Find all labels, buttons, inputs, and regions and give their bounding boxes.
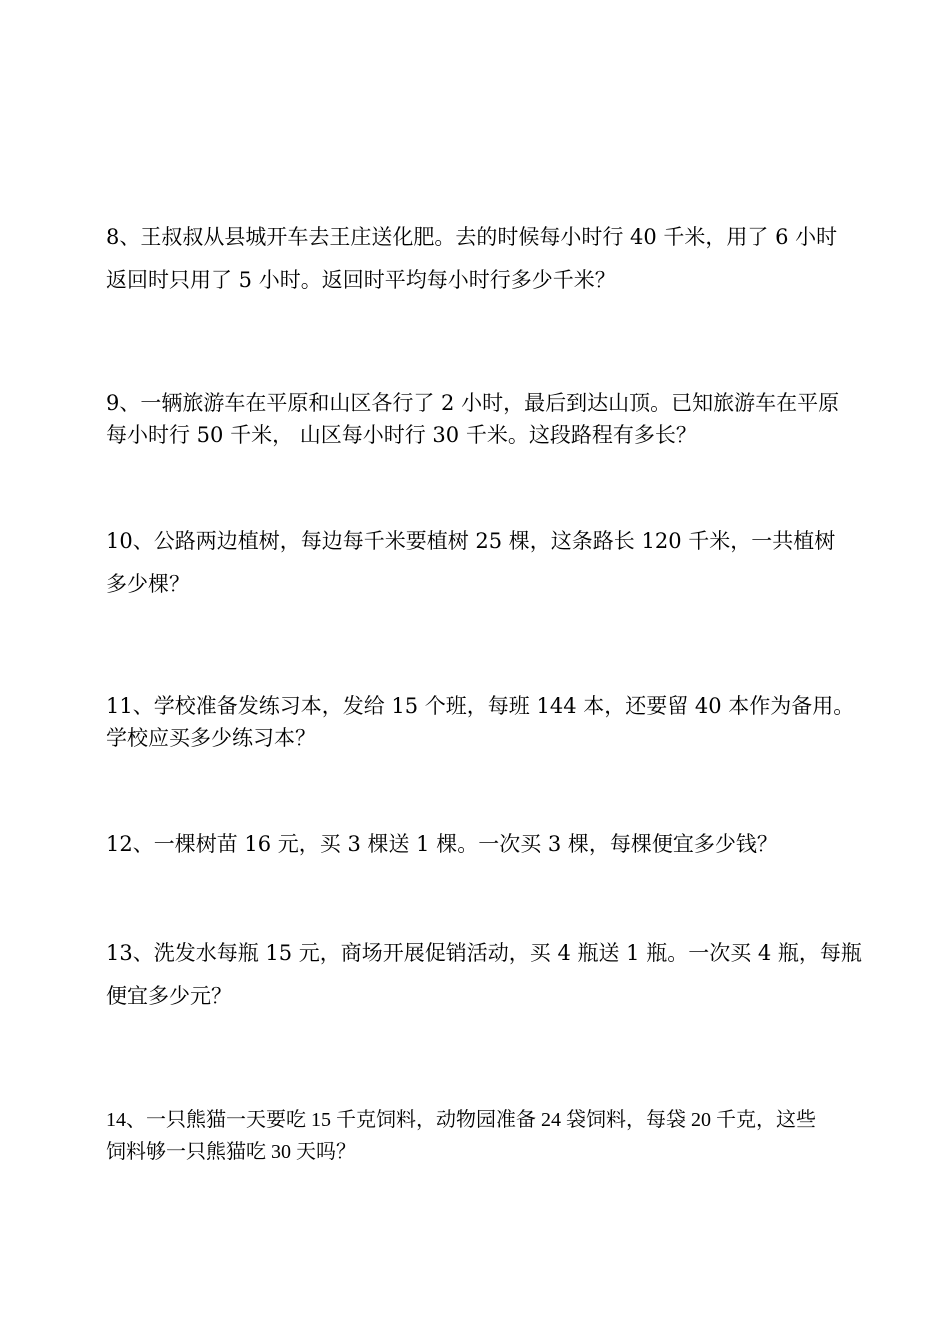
problem-line: 8、王叔叔从县城开车去王庄送化肥。去的时候每小时行 40 千米，用了 6 小时 — [106, 225, 838, 249]
problem-line: 学校应买多少练习本？ — [106, 726, 316, 750]
problem-line: 11、学校准备发练习本，发给 15 个班，每班 144 本，还要留 40 本作为备用。 — [106, 694, 855, 718]
problem-line: 14、一只熊猫一天要吃 15 千克饲料，动物园准备 24 袋饲料，每袋 20 千克，这些 — [106, 1109, 816, 1131]
problem-9 — [106, 390, 851, 448]
problem-8 — [106, 224, 851, 293]
problem-line: 返回时只用了 5 小时。返回时平均每小时行多少千米？ — [106, 268, 616, 292]
problem-line: 每小时行 50 千米， 山区每小时行 30 千米。这段路程有多长？ — [106, 423, 697, 447]
problem-line: 10、公路两边植树，每边每千米要植树 25 棵，这条路长 120 千米，一共植树 — [106, 529, 836, 553]
problem-line: 饲料够一只熊猫吃 30 天吗？ — [106, 1141, 356, 1163]
problem-line: 多少棵？ — [106, 572, 190, 596]
problem-line: 便宜多少元？ — [106, 984, 232, 1008]
problem-12 — [106, 831, 851, 857]
problem-line: 9、一辆旅游车在平原和山区各行了 2 小时，最后到达山顶。已知旅游车在平原 — [106, 391, 840, 415]
problem-13 — [106, 940, 862, 1009]
problem-11 — [106, 693, 855, 751]
problem-line: 13、洗发水每瓶 15 元，商场开展促销活动，买 4 瓶送 1 瓶。一次买 4 瓶，每瓶 — [106, 941, 862, 965]
problem-10 — [106, 528, 851, 597]
problem-14 — [106, 1107, 851, 1165]
problem-line: 12、一棵树苗 16 元，买 3 棵送 1 棵。一次买 3 棵，每棵便宜多少钱？ — [106, 832, 778, 856]
